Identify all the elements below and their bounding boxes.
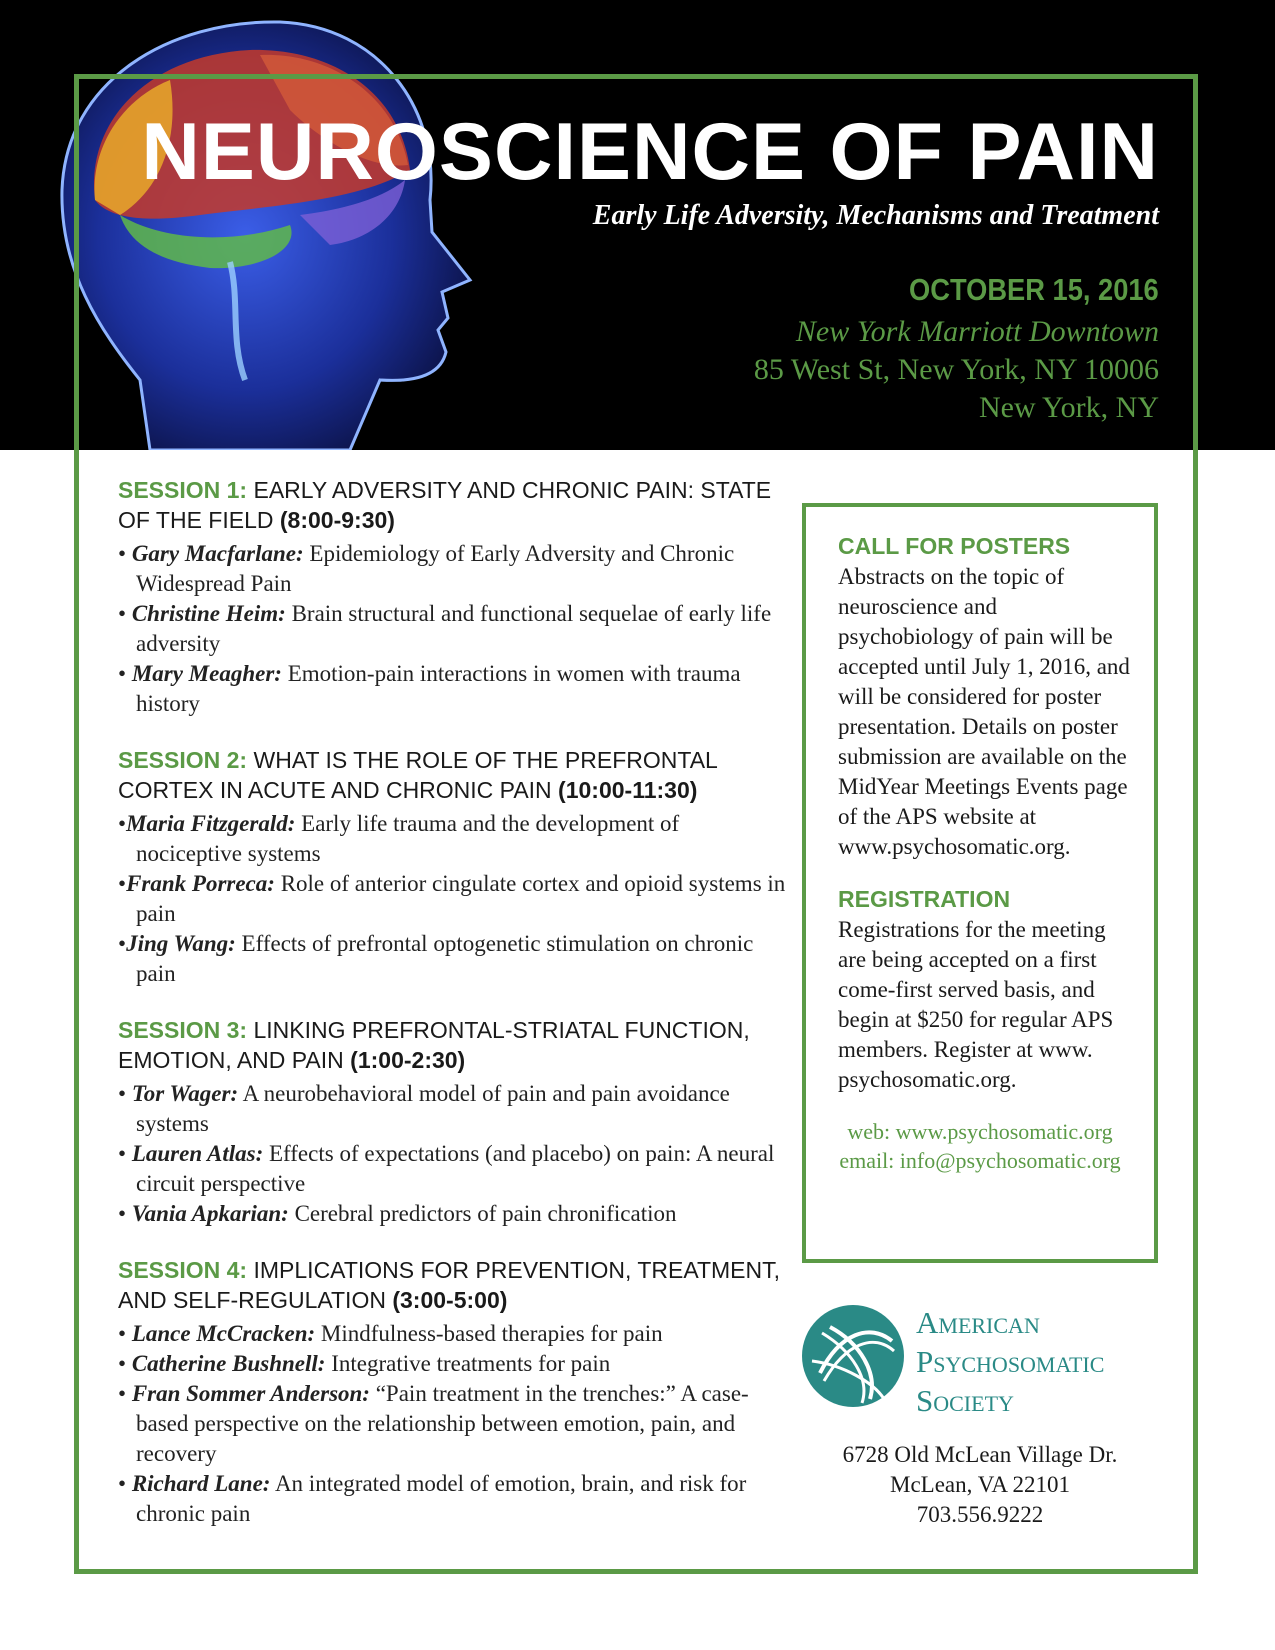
- org-address: 6728 Old McLean Village Dr. McLean, VA 22101 703.556.9222: [802, 1440, 1158, 1530]
- talk-item: • Gary Macfarlane: Epidemiology of Early Adversity and Chronic Widespread Pain: [118, 541, 735, 596]
- posters-text: Abstracts on the topic of neuroscience and psychobiology of pain will be accepted until July 1, 2016, and will be considered for poster presentation. Details on poster submission are available on the MidYear Meetings Events page of the APS website at www.psychosomatic.org.: [838, 564, 1130, 859]
- session-heading: SESSION 1: EARLY ADVERSITY AND CHRONIC PAIN: STATE OF THE FIELD (8:00-9:30): [118, 477, 772, 533]
- talk-item: • Fran Sommer Anderson: “Pain treatment in the trenches:” A case-based perspective on the relationship between emotion, pain, and recovery: [118, 1381, 749, 1466]
- web-link[interactable]: web: www.psychosomatic.org: [847, 1119, 1113, 1144]
- talk-item: • Tor Wager: A neurobehavioral model of pain and pain avoidance systems: [118, 1081, 730, 1136]
- session-heading: SESSION 4: IMPLICATIONS FOR PREVENTION, TREATMENT, AND SELF-REGULATION (3:00-5:00): [118, 1257, 780, 1313]
- event-title: NEUROSCIENCE OF PAIN: [141, 107, 1159, 197]
- email-link[interactable]: email: info@psychosomatic.org: [839, 1148, 1121, 1173]
- venue-address: 85 West St, New York, NY 10006: [753, 353, 1159, 386]
- talk-item: •Frank Porreca: Role of anterior cingulate cortex and opioid systems in pain: [118, 871, 786, 926]
- venue-name: New York Marriott Downtown: [795, 315, 1159, 348]
- talk-item: • Richard Lane: An integrated model of emotion, brain, and risk for chronic pain: [118, 1471, 747, 1526]
- event-date: OCTOBER 15, 2016: [909, 272, 1159, 307]
- talk-item: • Vania Apkarian: Cerebral predictors of pain chronification: [118, 1201, 677, 1226]
- session-4: [118, 1255, 788, 1529]
- org-name: American Psychosomatic Society: [916, 1305, 1105, 1418]
- event-subtitle: Early Life Adversity, Mechanisms and Treatment: [592, 200, 1159, 231]
- talk-item: • Lauren Atlas: Effects of expectations (and placebo) on pain: A neural circuit perspective: [118, 1141, 775, 1196]
- session-3: [118, 1015, 788, 1229]
- talk-item: •Maria Fitzgerald: Early life trauma and the development of nociceptive systems: [118, 811, 680, 866]
- session-heading: SESSION 2: WHAT IS THE ROLE OF THE PREFRONTAL CORTEX IN ACUTE AND CHRONIC PAIN (10:00-11:30): [118, 747, 717, 803]
- venue-city: New York, NY: [978, 391, 1159, 424]
- session-2: [118, 745, 788, 989]
- info-sidebar: [802, 503, 1158, 1263]
- session-list: [118, 475, 788, 1555]
- aps-logo-icon: [800, 1303, 906, 1409]
- talk-item: • Catherine Bushnell: Integrative treatments for pain: [118, 1351, 611, 1376]
- session-heading: SESSION 3: LINKING PREFRONTAL-STRIATAL FUNCTION, EMOTION, AND PAIN (1:00-2:30): [118, 1017, 750, 1073]
- contact-block: [806, 1117, 1154, 1175]
- registration-text: Registrations for the meeting are being accepted on a first come-first served basis, and begin at $250 for regular APS members. Register at www. psychosomatic.org.: [838, 917, 1114, 1092]
- talk-item: • Lance McCracken: Mindfulness-based therapies for pain: [118, 1321, 663, 1346]
- session-1: [118, 475, 788, 719]
- posters-heading: CALL FOR POSTERS: [838, 533, 1071, 559]
- talk-item: • Mary Meagher: Emotion-pain interactions in women with trauma history: [118, 661, 741, 716]
- talk-item: • Christine Heim: Brain structural and functional sequelae of early life adversity: [118, 601, 772, 656]
- registration-heading: REGISTRATION: [838, 886, 1011, 912]
- org-phone: 703.556.9222: [916, 1502, 1044, 1527]
- talk-item: •Jing Wang: Effects of prefrontal optogenetic stimulation on chronic pain: [118, 931, 754, 986]
